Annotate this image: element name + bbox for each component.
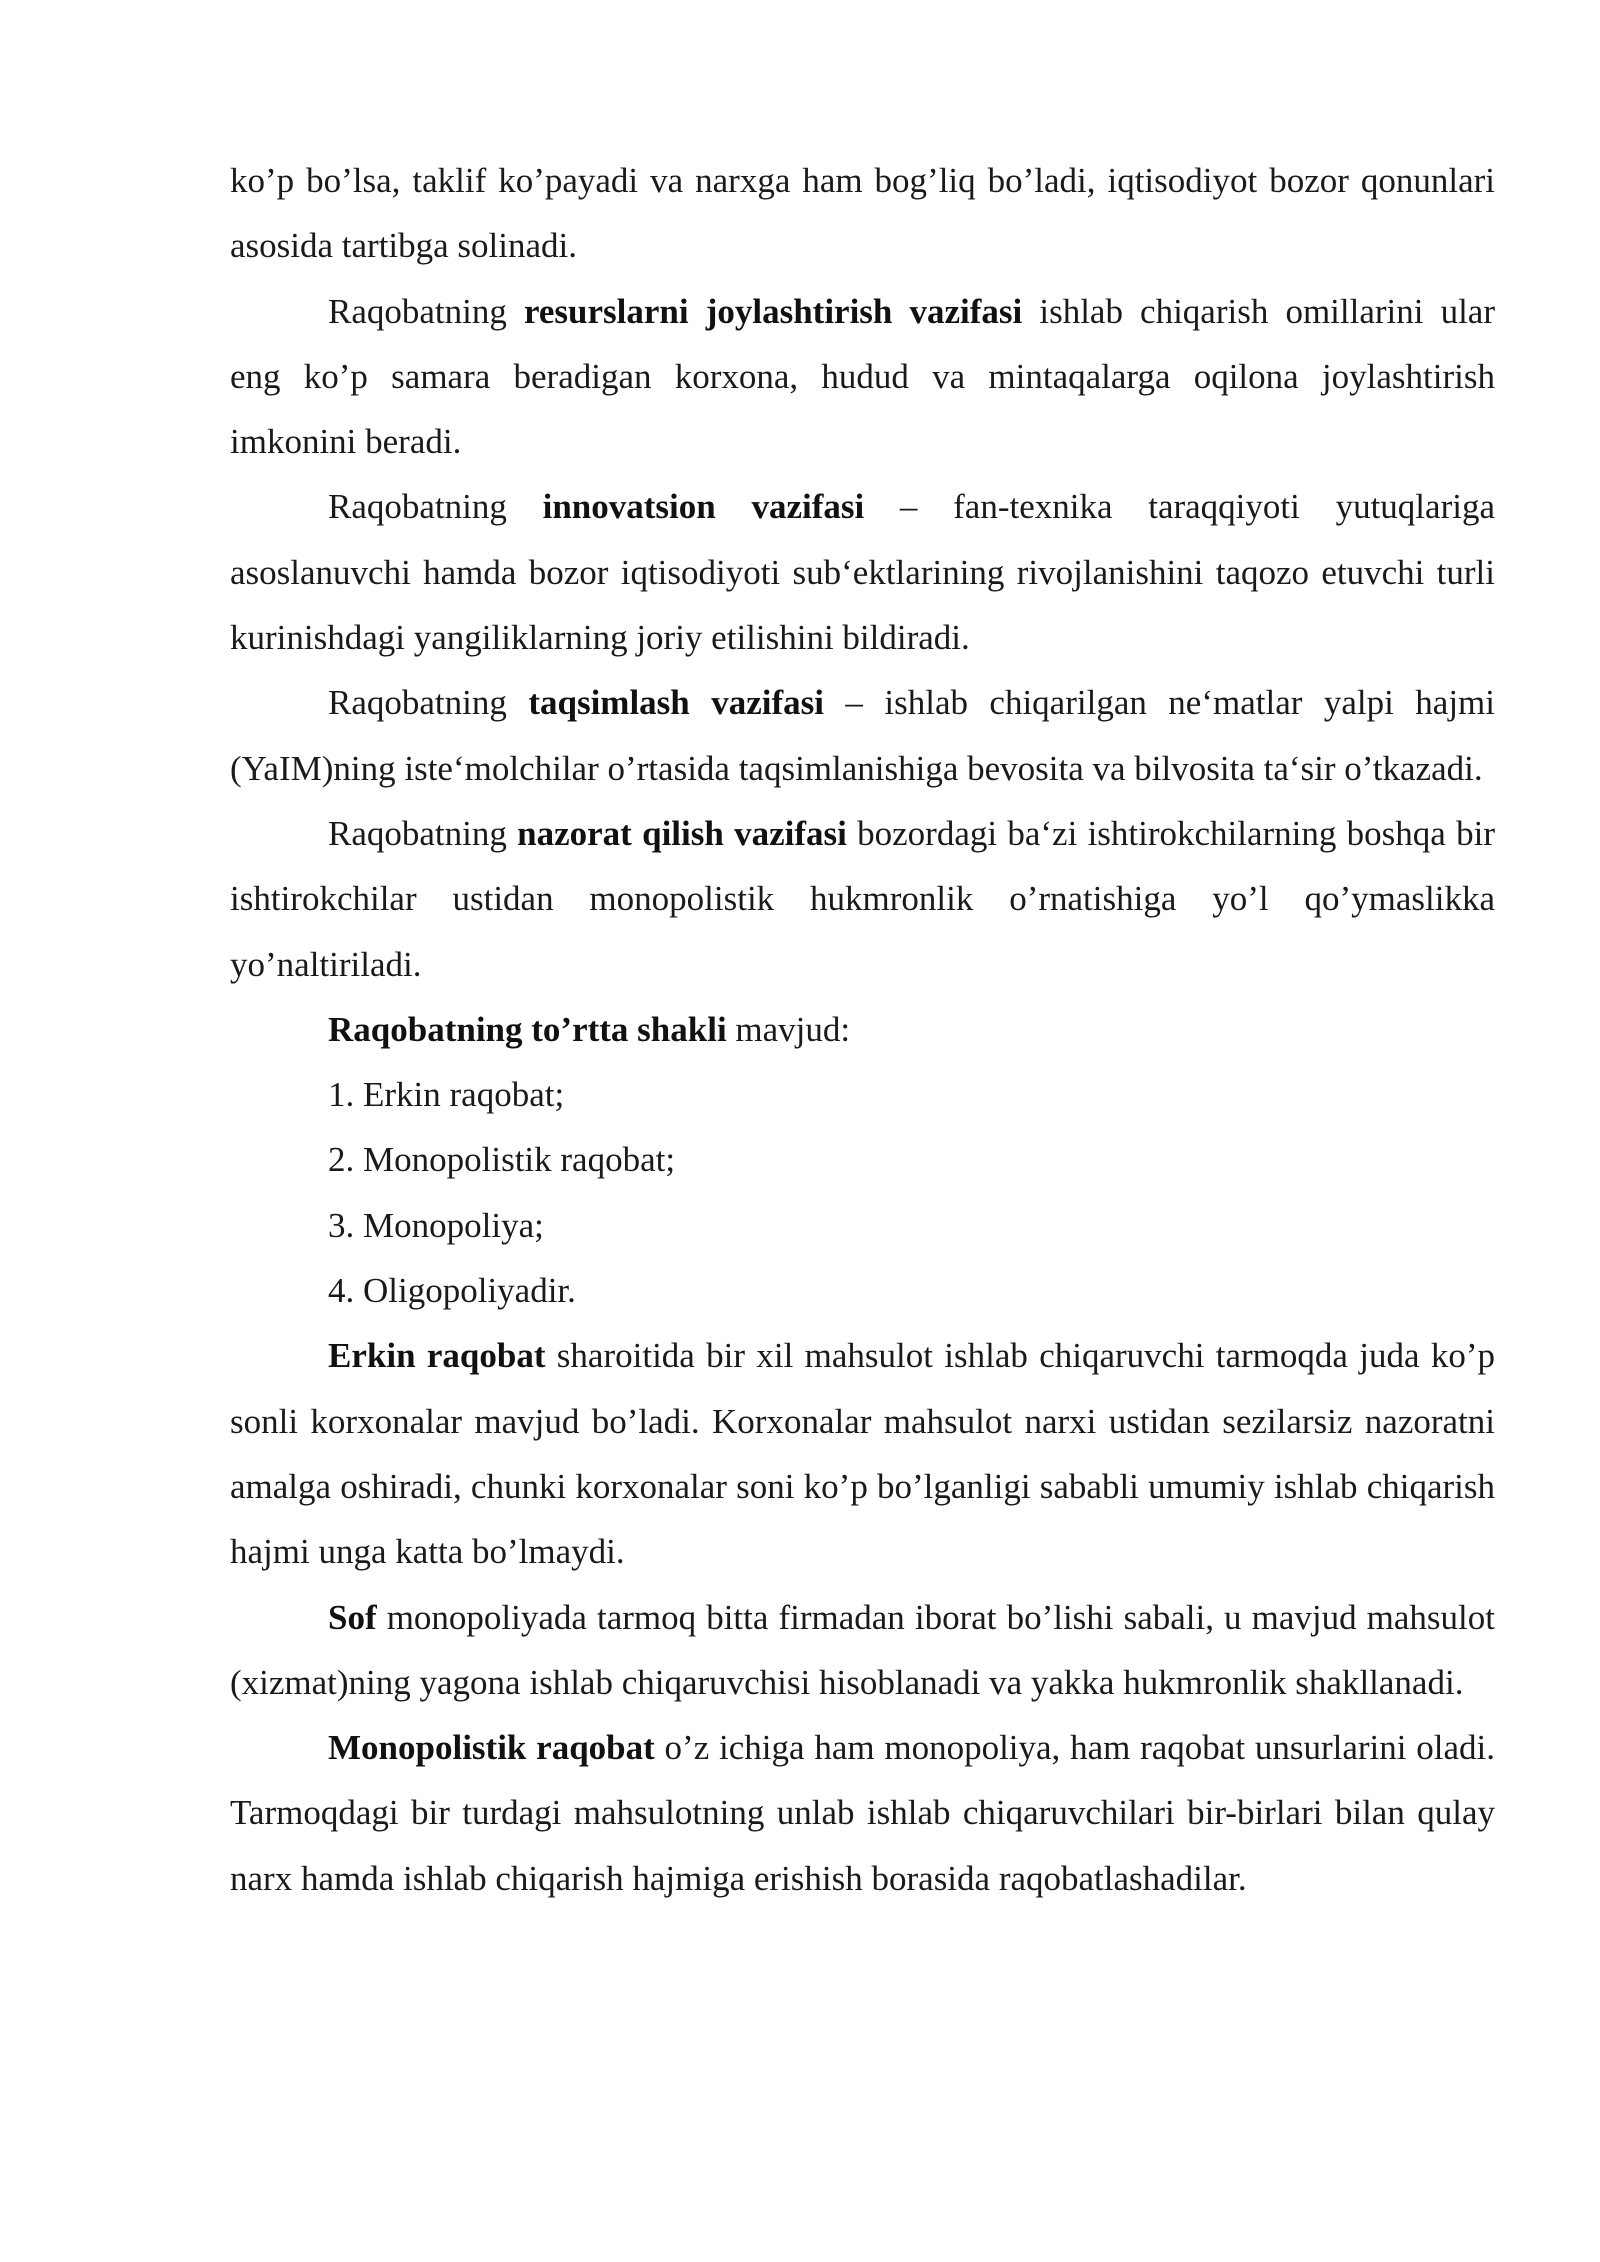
bold-term: resurslarni joylashtirish vazifasi [523, 291, 1023, 331]
paragraph-text: sharoitida bir xil mahsulot ishlab chiqaruvchi tarmoqda juda ko’p sonli korxonalar mavjud bo’ladi. Korxonalar mahsulot narxi ustidan sezilarsiz nazoratni amalga oshiradi, chunki korxonalar soni ko’p bo’lganligi sababli umumiy ishlab chiqarish hajmi unga katta bo’lmaydi. [230, 1336, 1495, 1572]
bold-term: Sof [328, 1597, 377, 1637]
document-page [230, 148, 1495, 1911]
list-item: 2. Monopolistik raqobat; [328, 1140, 676, 1180]
paragraph-text: mavjud: [726, 1009, 851, 1049]
paragraph-text: Raqobatning [328, 683, 529, 723]
paragraph-text: – fan-texnika taraqqiyoti yutuqlariga asoslanuvchi hamda bozor iqtisodiyoti sub‘ektlarining rivojlanishini taqozo etuvchi turli kurinishdagi yangiliklarning joriy etilishini bildiradi. [230, 487, 1495, 658]
paragraph-free-competition [230, 1323, 1495, 1584]
paragraph-text: – ishlab chiqarilgan ne‘matlar yalpi hajmi (YaIM)ning iste‘molchilar o’rtasida taqsimlanishiga bevosita va bilvosita ta‘sir o’tkazadi. [230, 683, 1495, 788]
paragraph-text: Raqobatning [328, 813, 518, 853]
paragraph-text: bozordagi ba‘zi ishtirokchilarning boshqa bir ishtirokchilar ustidan monopolistik hukmronlik o’rnatishiga yo’l qo’ymaslikka yo’naltiriladi. [230, 813, 1495, 984]
list-item: 4. Oligopoliyadir. [328, 1271, 576, 1311]
bold-term: Monopolistik raqobat [328, 1728, 655, 1768]
bold-term: nazorat qilish vazifasi [517, 813, 847, 853]
paragraph-pure-monopoly [230, 1585, 1495, 1716]
paragraph-text: ishlab chiqarish omillarini ular eng ko’p samara beradigan korxona, hudud va mintaqalarga oqilona joylashtirish imkonini beradi. [230, 291, 1495, 462]
bold-term: taqsimlash vazifasi [528, 683, 824, 723]
paragraph-resource-allocation [230, 279, 1495, 475]
list-item: 3. Monopoliya; [328, 1205, 544, 1245]
list-item: 1. Erkin raqobat; [328, 1075, 565, 1115]
paragraph-control [230, 801, 1495, 997]
bold-term: Erkin raqobat [328, 1336, 546, 1376]
paragraph-continuation [230, 148, 1495, 279]
paragraph-innovation [230, 474, 1495, 670]
paragraph-text: Raqobatning [328, 487, 543, 527]
paragraph-text: ko’p bo’lsa, taklif ko’payadi va narxga ham bog’liq bo’ladi, iqtisodiyot bozor qonunlari asosida tartibga solinadi. [230, 161, 1495, 266]
forms-list [230, 1062, 1495, 1323]
bold-term: Raqobatning to’rtta shakli [328, 1009, 727, 1049]
paragraph-text: o’z ichiga ham monopoliya, ham raqobat unsurlarini oladi. Tarmoqdagi bir turdagi mahsulotning unlab ishlab chiqaruvchilari bir-birlari bilan qulay narx hamda ishlab chiqarish hajmiga erishish borasida raqobatlashadilar. [230, 1728, 1495, 1898]
paragraph-monopolistic-competition [230, 1715, 1495, 1911]
paragraph-text: Raqobatning [328, 291, 524, 331]
paragraph-distribution [230, 670, 1495, 801]
paragraph-text: monopoliyada tarmoq bitta firmadan iborat bo’lishi sabali, u mavjud mahsulot (xizmat)ning yagona ishlab chiqaruvchisi hisoblanadi va yakka hukmronlik shakllanadi. [230, 1597, 1495, 1702]
bold-term: innovatsion vazifasi [542, 487, 865, 527]
paragraph-four-forms [230, 997, 1495, 1062]
